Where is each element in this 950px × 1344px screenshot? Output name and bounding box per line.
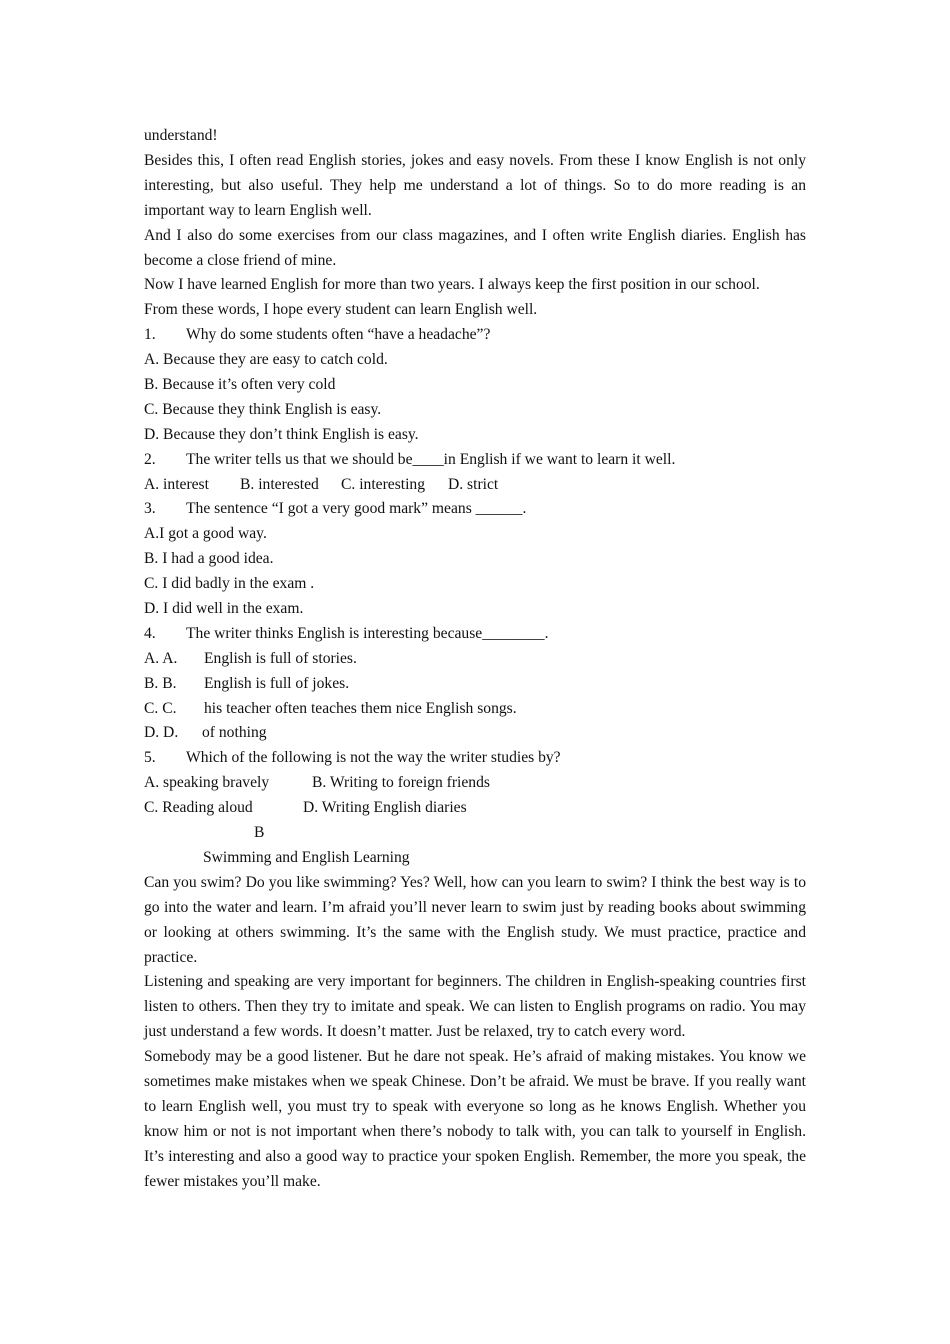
question-2-option-d: D. strict [448,475,499,493]
option-text: English is full of stories. [204,649,357,667]
question-2-option-b: B. interested [240,475,319,493]
question-text: The sentence “I got a very good mark” means ______. [186,500,527,518]
question-1-option-a: A. Because they are easy to catch cold. [144,351,388,369]
passage-b-label: B [254,824,265,842]
option-text: English is full of jokes. [204,674,350,692]
option-prefix: D. D. [144,724,179,742]
question-3-option-c: C. I did badly in the exam . [144,575,315,593]
passage-a-paragraph-4: From these words, I hope every student can learn English well. [144,301,538,319]
question-text: Why do some students often “have a headache”? [186,326,491,344]
question-4-option-b [144,672,806,697]
option-text: of nothing [202,724,267,742]
question-5-options-ab [144,771,806,796]
passage-a-paragraph-1: Besides this, I often read English stories, jokes and easy novels. From these I know English is not only interesting, but also useful. They help me understand a lot of things. So to do more reading is an important way to learn English well. [144,151,806,219]
question-1-option-d: D. Because they don’t think English is easy. [144,425,419,443]
document-page [144,124,806,1195]
question-number: 2. [144,450,156,468]
question-3-option-b: B. I had a good idea. [144,550,274,568]
question-number: 5. [144,749,156,767]
question-text: The writer thinks English is interesting because________. [186,624,549,642]
passage-a-paragraph-3: Now I have learned English for more than two years. I always keep the first position in our school. [144,276,760,294]
question-4-option-a [144,647,806,672]
question-1-option-b: B. Because it’s often very cold [144,376,336,394]
passage-b-paragraph-1: Can you swim? Do you like swimming? Yes? Well, how can you learn to swim? I think the best way is to go into the water and learn. I’m afraid you’ll never learn to swim just by reading books about swimming or looking at others swimming. It’s the same with the English study. We must practice, practice and practice. [144,873,806,966]
question-4-option-c [144,697,806,722]
question-number: 3. [144,500,156,518]
question-1-option-c: C. Because they think English is easy. [144,400,382,418]
passage-b-title: Swimming and English Learning [203,848,410,866]
question-3-option-a: A.I got a good way. [144,525,267,543]
question-5-options-cd [144,796,806,821]
question-3-option-d: D. I did well in the exam. [144,600,304,618]
question-5-option-c: C. Reading aloud [144,799,253,817]
question-3 [144,497,806,522]
question-2-option-c: C. interesting [341,475,426,493]
question-4-option-d [144,721,806,746]
question-text: The writer tells us that we should be____in English if we want to learn it well. [186,450,676,468]
passage-b-paragraph-3: Somebody may be a good listener. But he dare not speak. He’s afraid of making mistakes. You know we sometimes make mistakes when we speak Chinese. Don’t be afraid. We must be brave. If you really want to learn English well, you must try to speak with everyone so long as he knows English. Whether you know him or not is not important when there’s nobody to talk with, you can talk to yourself in English. It’s interesting and also a good way to practice your spoken English. Remember, the more you speak, the fewer mistakes you’ll make. [144,1048,806,1190]
question-5 [144,746,806,771]
option-text: his teacher often teaches them nice English songs. [204,699,517,717]
question-5-option-b: B. Writing to foreign friends [312,774,490,792]
question-5-option-d: D. Writing English diaries [303,799,467,817]
passage-b-paragraph-2: Listening and speaking are very important for beginners. The children in English-speaking countries first listen to others. Then they try to imitate and speak. We can listen to English programs on radio. You may just understand a few words. It doesn’t matter. Just be relaxed, try to catch every word. [144,973,806,1041]
passage-a-fragment: understand! [144,127,218,144]
question-2 [144,448,806,473]
question-text: Which of the following is not the way the writer studies by? [186,749,561,767]
option-prefix: C. C. [144,699,177,717]
question-2-options [144,473,806,498]
question-number: 1. [144,326,156,344]
question-2-option-a: A. interest [144,475,209,493]
question-5-option-a: A. speaking bravely [144,774,270,792]
passage-a-paragraph-2: And I also do some exercises from our class magazines, and I often write English diaries. English has become a close friend of mine. [144,226,806,269]
question-4 [144,622,806,647]
question-number: 4. [144,624,156,642]
option-prefix: A. A. [144,649,178,667]
question-1 [144,323,806,348]
option-prefix: B. B. [144,674,177,692]
